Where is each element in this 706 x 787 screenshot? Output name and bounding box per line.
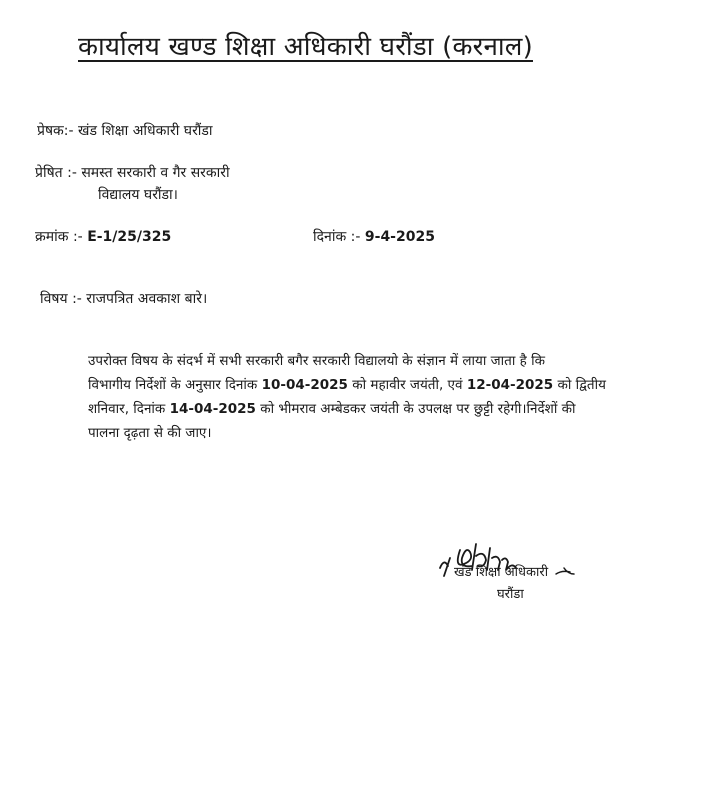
body-text-segment: को महावीर जयंती, एवं bbox=[347, 377, 467, 393]
recipient-label: प्रेषित :- bbox=[35, 165, 77, 181]
reference-number: E-1/25/325 bbox=[87, 229, 172, 245]
recipient-row bbox=[35, 163, 230, 183]
body-line-1: उपरोक्त विषय के संदर्भ में सभी सरकारी बगैर सरकारी विद्यालयो के संज्ञान में लाया जाता है कि bbox=[88, 353, 545, 369]
signatory-designation: खंड शिक्षा अधिकारी bbox=[454, 565, 549, 580]
body-text-segment: को भीमराव अम्बेडकर जयंती के उपलक्ष पर छुट्टी रहेगी।निर्देशों की bbox=[255, 401, 576, 417]
sender-value: खंड शिक्षा अधिकारी घरौंडा bbox=[78, 123, 213, 139]
recipient-line-1: समस्त सरकारी व गैर सरकारी bbox=[81, 165, 230, 181]
office-title: कार्यालय खण्ड शिक्षा अधिकारी घरौंडा (करनाल) bbox=[78, 32, 533, 62]
body-text-segment: विभागीय निर्देशों के अनुसार दिनांक bbox=[88, 377, 262, 393]
date-row bbox=[313, 227, 435, 247]
body-text-segment: शनिवार, दिनांक bbox=[88, 401, 170, 417]
holiday-date-1: 10-04-2025 bbox=[261, 377, 348, 393]
sender-label: प्रेषक:- bbox=[37, 123, 74, 139]
sender-row bbox=[37, 121, 213, 141]
date-label: दिनांक :- bbox=[313, 229, 361, 245]
recipient-line-2: विद्यालय घरौंडा। bbox=[98, 187, 178, 203]
body-text-segment: को द्वितीय bbox=[553, 377, 606, 393]
signatory-place: घरौंडा bbox=[497, 587, 524, 602]
holiday-date-2: 12-04-2025 bbox=[466, 377, 554, 393]
body-line-4: पालना दृढ़ता से की जाए। bbox=[88, 425, 212, 441]
subject-value: राजपत्रित अवकाश बारे। bbox=[86, 291, 208, 307]
date-value: 9-4-2025 bbox=[364, 229, 435, 245]
holiday-date-3: 14-04-2025 bbox=[169, 401, 256, 417]
subject-label: विषय :- bbox=[40, 291, 82, 307]
reference-row bbox=[35, 227, 171, 247]
reference-label: क्रमांक :- bbox=[35, 229, 83, 245]
subject-row bbox=[40, 289, 207, 309]
body-line-3 bbox=[88, 397, 668, 421]
body-line-2 bbox=[88, 373, 668, 397]
letter-body bbox=[88, 349, 668, 445]
